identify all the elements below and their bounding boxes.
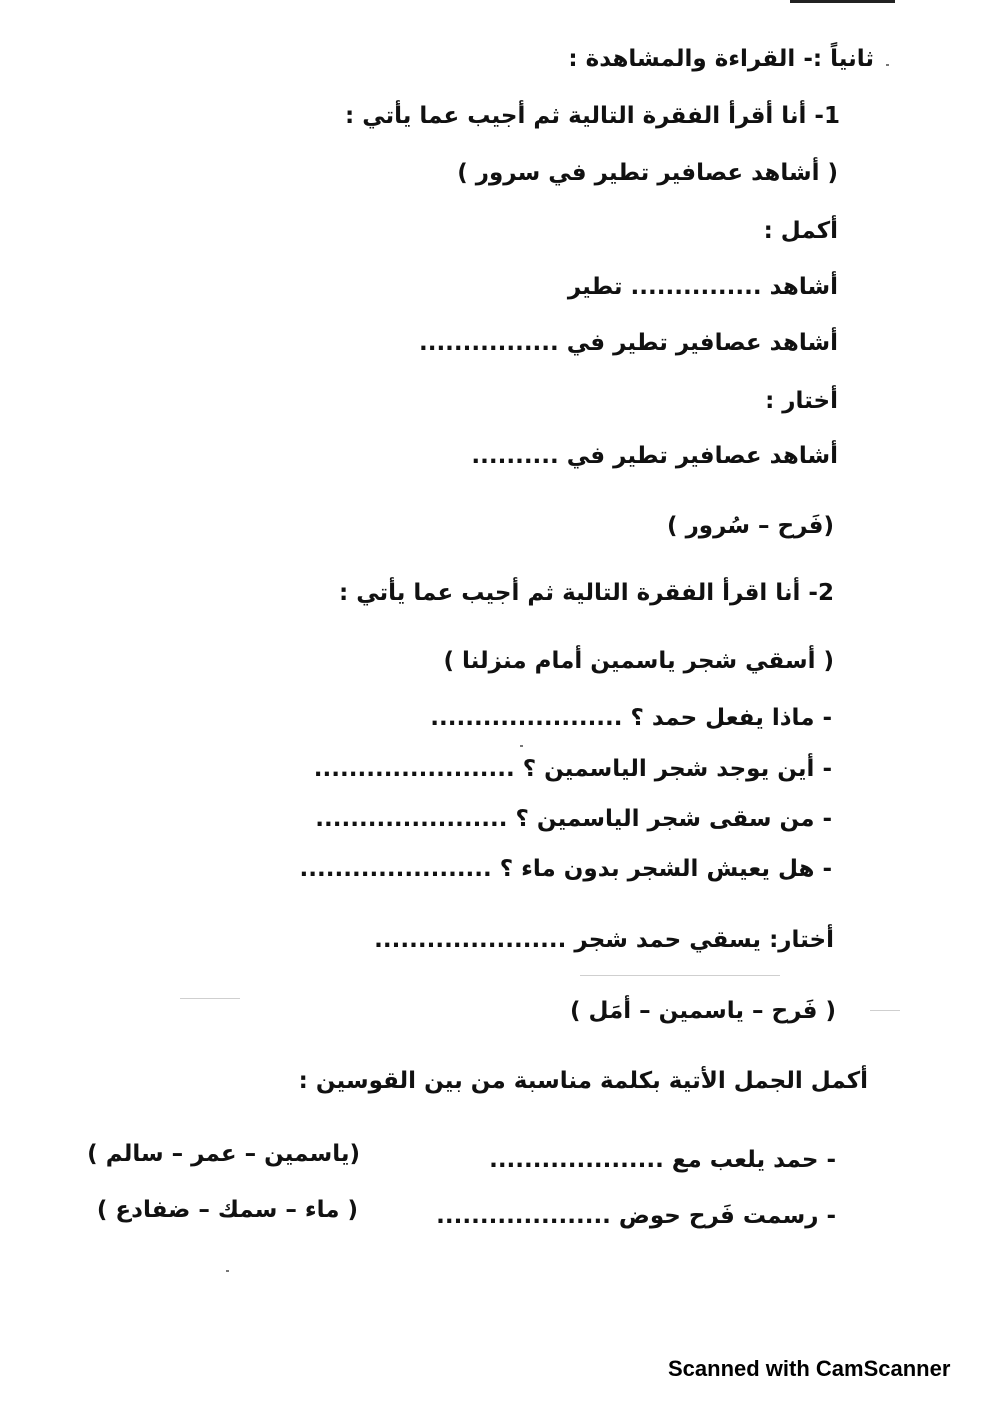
q1-choose-options: (فَرح – سُرور ) bbox=[667, 513, 834, 539]
scan-speck bbox=[520, 745, 523, 747]
q1-complete-label: أكمل : bbox=[763, 218, 838, 244]
q2-question: - هل يعيش الشجر بدون ماء ؟ ...................... bbox=[299, 856, 832, 882]
q3-options: (ياسمين – عمر – سالم ) bbox=[87, 1141, 360, 1167]
section-title: ثانياً :- القراءة والمشاهدة : bbox=[568, 46, 874, 72]
q1-complete-sentence-2: أشاهد عصافير تطير في ................ bbox=[418, 330, 838, 356]
top-rule bbox=[790, 0, 895, 3]
q2-choose-sentence: أختار: يسقي حمد شجر ...................... bbox=[374, 927, 834, 953]
q3-sentence: - حمد يلعب مع .................... bbox=[489, 1147, 836, 1173]
q1-heading: 1- أنا أقرأ الفقرة التالية ثم أجيب عما يأتي : bbox=[345, 103, 840, 129]
scan-speck bbox=[886, 64, 889, 66]
scan-speck bbox=[226, 1270, 229, 1272]
scan-mark bbox=[580, 975, 780, 976]
q3-heading: أكمل الجمل الأتية بكلمة مناسبة من بين القوسين : bbox=[298, 1068, 868, 1094]
q2-question: - ماذا يفعل حمد ؟ ...................... bbox=[430, 705, 832, 731]
q2-question: - من سقى شجر الياسمين ؟ ...................... bbox=[315, 806, 832, 832]
q1-choose-sentence: أشاهد عصافير تطير في .......... bbox=[471, 443, 838, 469]
q1-complete-sentence-1: أشاهد ............... تطير bbox=[567, 274, 838, 300]
q2-question: - أين يوجد شجر الياسمين ؟ ....................... bbox=[313, 756, 832, 782]
q3-options: ( ماء – سمك – ضفادع ) bbox=[96, 1197, 358, 1223]
q2-heading: 2- أنا اقرأ الفقرة التالية ثم أجيب عما يأتي : bbox=[339, 580, 834, 606]
q1-passage: ( أشاهد عصافير تطير في سرور ) bbox=[457, 160, 838, 186]
q3-sentence: - رسمت فَرح حوض .................... bbox=[436, 1203, 836, 1229]
q2-choose-options: ( فَرح – ياسمين – أمَل ) bbox=[569, 998, 836, 1024]
scan-mark bbox=[870, 1010, 900, 1011]
q2-passage: ( أسقي شجر ياسمين أمام منزلنا ) bbox=[443, 648, 834, 674]
scan-mark bbox=[180, 998, 240, 999]
q1-choose-label: أختار : bbox=[765, 388, 838, 414]
scanner-watermark: Scanned with CamScanner bbox=[668, 1356, 951, 1381]
